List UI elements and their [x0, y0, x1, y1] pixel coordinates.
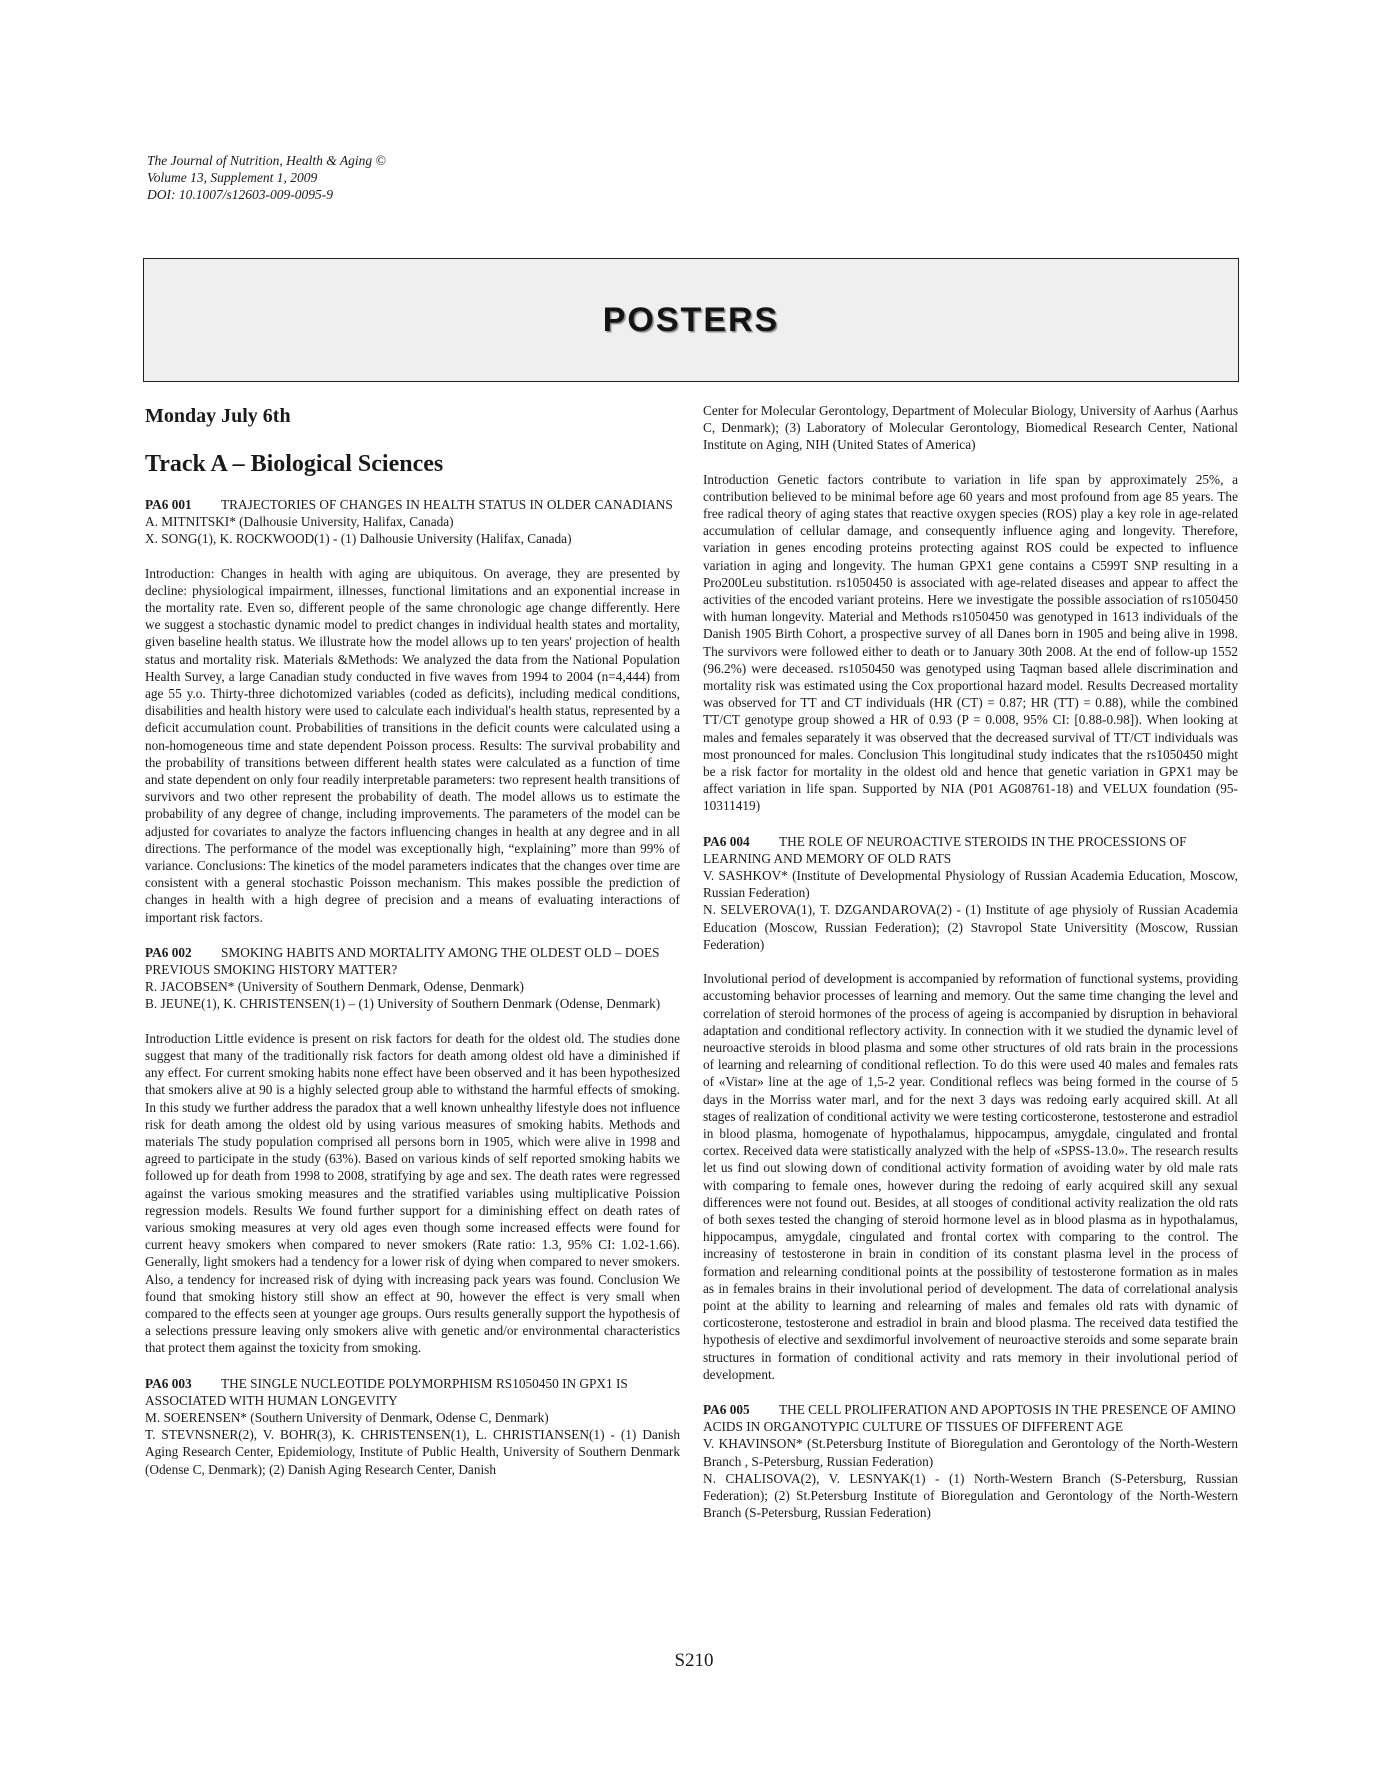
- entry-co-authors: N. SELVEROVA(1), T. DZGANDAROVA(2) - (1) Institute of age physioly of Russian Academia Education (Moscow, Russian Federation); (2) Stavropol State Universitity (Moscow, Russian Federation): [703, 902, 1238, 952]
- entry-co-authors: N. CHALISOVA(2), V. LESNYAK(1) - (1) North-Western Branch (S-Petersburg, Russian Federation); (2) St.Petersburg Institute of Bioregulation and Gerontology of the North-Western Branch (S-Petersburg, Russian Federation): [703, 1470, 1238, 1521]
- entry-pa6-003-continued: [703, 402, 1238, 815]
- entry-title: TRAJECTORIES OF CHANGES IN HEALTH STATUS IN OLDER CANADIANS: [221, 497, 673, 512]
- entry-code: PA6 002: [145, 944, 192, 960]
- entry-main-author: V. KHAVINSON* (St.Petersburg Institute of Bioregulation and Gerontology of the North-Western Branch , S-Petersburg, Russian Federation): [703, 1436, 1238, 1469]
- banner-title: POSTERS: [602, 300, 780, 339]
- page-number: S210: [674, 1650, 714, 1671]
- entry-co-authors: X. SONG(1), K. ROCKWOOD(1) - (1) Dalhousie University (Halifax, Canada): [145, 531, 572, 547]
- entry-code: PA6 003: [145, 1375, 192, 1391]
- entry-code: PA6 004: [703, 833, 750, 849]
- entry-pa6-001: [145, 496, 680, 926]
- entry-header: [145, 1375, 680, 1409]
- entry-title: THE SINGLE NUCLEOTIDE POLYMORPHISM RS1050450 IN GPX1 IS ASSOCIATED WITH HUMAN LONGEVITY: [145, 1375, 628, 1408]
- entry-co-authors: B. JEUNE(1), K. CHRISTENSEN(1) – (1) University of Southern Denmark (Odense, Denmark): [145, 996, 661, 1012]
- journal-title: The Journal of Nutrition, Health & Aging ©: [147, 153, 386, 168]
- track-title: Track A – Biological Sciences: [145, 451, 444, 477]
- entry-code: PA6 001: [145, 497, 192, 512]
- entry-title: THE CELL PROLIFERATION AND APOPTOSIS IN THE PRESENCE OF AMINO ACIDS IN ORGANOTYPIC CULTURE OF TISSUES OF DIFFERENT AGE: [703, 1401, 1236, 1435]
- entry-pa6-002: [145, 944, 680, 1357]
- entry-code: PA6 005: [703, 1401, 750, 1417]
- entry-abstract: Introduction Little evidence is present on risk factors for death for the oldest old. The studies done suggest that many of the traditionally risk factors for death among oldest old have a diminished if any effect. For current smoking habits none effect have been observed and it has been hypothesized that smokers alive at 90 is a highly selected group able to withstand the harmful effects of smoking. In this study we further address the paradox that a well known unhealthy lifestyle does not influence risk for death among the oldest old by using various measures of smoking habits. Methods and materials The study population comprised all persons born in 1905, which were alive in 1998 and agreed to participate in the study (63%). Based on various kinds of self reported smoking habits we followed up for death from 1998 to 2008, stratifying by age and sex. The death rates were regressed against the various smoking measures and the stratified variables using multiplicative Poission regression models. Results We found further support for a diminishing effect on death rates of various smoking measures at very old ages even though some increased effects were found for current heavy smokers when compared to never smokers (Rate ratio: 1.3, 95% CI: 1.02-1.66). Generally, light smokers had a tendency for a lower risk of dying when compared to never smokers. Also, a tendency for increased risk of dying with increasing pack years was found. Conclusion We found that smoking history still show an effect at 90, however the effect is very small when compared to the effects seen at younger age groups. Ours results generally support the hypothesis of a selections pressure leaving only smokers alive with genetic and/or environmental characteristics that protect them against the toxicity from smoking.: [145, 1030, 680, 1356]
- entry-pa6-005: [703, 1401, 1238, 1521]
- journal-doi: DOI: 10.1007/s12603-009-0095-9: [147, 187, 333, 202]
- entry-main-author: M. SOERENSEN* (Southern University of Denmark, Odense C, Denmark): [145, 1409, 549, 1425]
- entry-pa6-003: [145, 1375, 680, 1478]
- left-column: [145, 402, 680, 1496]
- journal-volume: Volume 13, Supplement 1, 2009: [147, 170, 318, 185]
- posters-banner: [143, 258, 1239, 382]
- entry-abstract: Introduction Genetic factors contribute to variation in life span by approximately 25%, a contribution believed to be minimal before age 60 years and most profound from age 85 years. The free radical theory of aging states that reactive oxygen species (ROS) play a key role in age-related accumulation of cellular damage, and consequently influence aging and longevity. Therefore, variation in genes encoding proteins protecting against ROS could be expected to influence variation in aging and longevity. The human GPX1 gene contains a C599T SNP resulting in a Pro200Leu substitution. rs1050450 is associated with age-related diseases and appear to affect the activities of the encoded variant proteins. Here we investigate the possible association of rs1050450 with human longevity. Material and Methods rs1050450 was genotyped in 1613 individuals of the Danish 1905 Birth Cohort, a prospective survey of all Danes born in 1905 and being alive in 1998. The survivors were followed either to death or to January 30th 2008. At the end of follow-up 1552 (96.2%) were deceased. rs1050450 was genotyped using Taqman based allele discrimination and mortality risk was estimated using the Cox proportional hazard model. Results Decreased mortality was observed for TT and CT individuals (HR (CT) = 0.87; HR (TT) = 0.88), while the combined TT/CT genotype group showed a HR of 0.93 (P = 0.008, 95% CI: [0.88-0.98]). When looking at males and females separately it was observed that the decreased survival of TT/CT individuals was most pronounced for males. Conclusion This longitudinal study indicates that the rs1050450 might be a risk factor for mortality in the oldest old and hence that genetic variation in GPX1 may be affect variation in life span. Supported by NIA (P01 AG08761-18) and VELUX foundation (95-10311419): [703, 471, 1238, 814]
- entry-pa6-004: [703, 833, 1238, 1383]
- entry-main-author: V. SASHKOV* (Institute of Developmental Physiology of Russian Academia Education, Moscow, Russian Federation): [703, 868, 1238, 901]
- entry-co-authors: T. STEVNSNER(2), V. BOHR(3), K. CHRISTENSEN(1), L. CHRISTIANSEN(1) - (1) Danish Aging Research Center, Epidemiology, Institute of Public Health, University of Southern Denmark (Odense C, Denmark); (2) Danish Aging Research Center, Danish: [145, 1427, 680, 1477]
- entry-header: [703, 1401, 1238, 1435]
- journal-header: [147, 152, 386, 203]
- entry-header: [145, 496, 680, 513]
- entry-abstract: Introduction: Changes in health with aging are ubiquitous. On average, they are presented by decline: physiological impairment, illnesses, functional limitations and an exponential increase in the mortality rate. Even so, different people of the same chronologic age change differently. Here we suggest a stochastic dynamic model to predict changes in individual health states and mortality, given baseline health status. We illustrate how the model allows up to ten years' projection of health status and mortality risk. Materials &Methods: We analyzed the data from the National Population Health Survey, a large Canadian study conducted in five waves from 1994 to 2004 (n=4,444) from age 55 y.o. Thirty-three dichotomized variables (coded as deficits), including medical conditions, disabilities and health history were used to calculate each individual's health status, represented by a deficit accumulation count. Probabilities of transitions in the deficit counts were calculated using a non-homogeneous time and state dependent Poisson process. Results: The survival probability and the probability of transitions between different health states were calculated as a function of time and state dependent on only four readily interpretable parameters: two represent health transitions of survivors and two other represent the probability of death. The model allows us to estimate the probability of any degree of change, including improvements. The parameters of the model can be adjusted for covariates to analyze the factors influencing changes in health at any degree and in all directions. The performance of the model was exceptionally high, “explaining” more than 99% of variance. Conclusions: The kinetics of the model parameters indicates that the changes over time are consistent with a general stochastic Poisson mechanism. This makes possible the prediction of changes in health with a high degree of precision and a means of evaluating interactions of important risk factors.: [145, 565, 680, 925]
- entry-main-author: A. MITNITSKI* (Dalhousie University, Halifax, Canada): [145, 514, 454, 530]
- entry-header: [145, 944, 680, 978]
- entry-abstract: Involutional period of development is accompanied by reformation of functional systems, providing accustoming behavior processes of learning and memory. Out the same time changing the level and correlation of steroid hormones of the process of ageing is accompanied by disruption in behavioral adaptation and conditional reflectory activity. In connection with it we studied the dynamic level of neuroactive steroids in blood plasma and some other structures of old rats brain in the processions of learning and relearning of conditional reflection. To do this were used 40 males and females rats of «Vistar» line at the age of 1,5-2 year. Conditional reflecs was being formed in the course of 5 days in the Morriss water marl, and for the next 3 days was redoing early acquired skill. At all stages of realization of conditional activity we were testing corticosterone, testosterone and estradiol in blood plasma, homogenate of hypothalamus, hippocampus, amygdale, cingulated and frontal cortex. Received data were statistically analyzed with the help of «SPSS-13.0». The research results let us find out slowing down of conditional activity formation of avoiding water by old male rats with comparing to female ones, however during the redoing of early acquired skill any sexual differences were not found out. Besides, at all stooges of conditional activity realization the old rats of both sexes tested the changing of steroid hormone level as in blood plasma as in hypothalamus, hippocampus, amygdale, cingulated and frontal cortex with comparing to the control. The increasiny of testosterone in brain in condition of its constant plasma level in the process of formation and relearning conditional points at the possibility of testosterone formation as in males as in females brains in their involutional period of development. The data of correlational analysis point at the ability to learning and relearning of males and females old rats with dynamic of corticosterone, testosterone and estradiol in brain and blood plasma. The received data testified the hypothesis of elective and sexdimorful involvement of neuroactive steroids and some separate brain structures in formation of conditional activity and rats memory in their involutional period of development.: [703, 971, 1238, 1382]
- session-day: Monday July 6th: [145, 405, 291, 427]
- entry-title: SMOKING HABITS AND MORTALITY AMONG THE OLDEST OLD – DOES PREVIOUS SMOKING HISTORY MATTER?: [145, 944, 660, 978]
- entry-main-author: R. JACOBSEN* (University of Southern Denmark, Odense, Denmark): [145, 979, 524, 995]
- right-column: [703, 402, 1238, 1539]
- entry-header: [703, 833, 1238, 867]
- entry-co-authors-continued: Center for Molecular Gerontology, Department of Molecular Biology, University of Aarhus (Aarhus C, Denmark); (3) Laboratory of Molecular Gerontology, Biomedical Research Center, National Institute on Aging, NIH (United States of America): [703, 403, 1238, 453]
- entry-title: THE ROLE OF NEUROACTIVE STEROIDS IN THE PROCESSIONS OF LEARNING AND MEMORY OF OLD RATS: [703, 833, 1187, 866]
